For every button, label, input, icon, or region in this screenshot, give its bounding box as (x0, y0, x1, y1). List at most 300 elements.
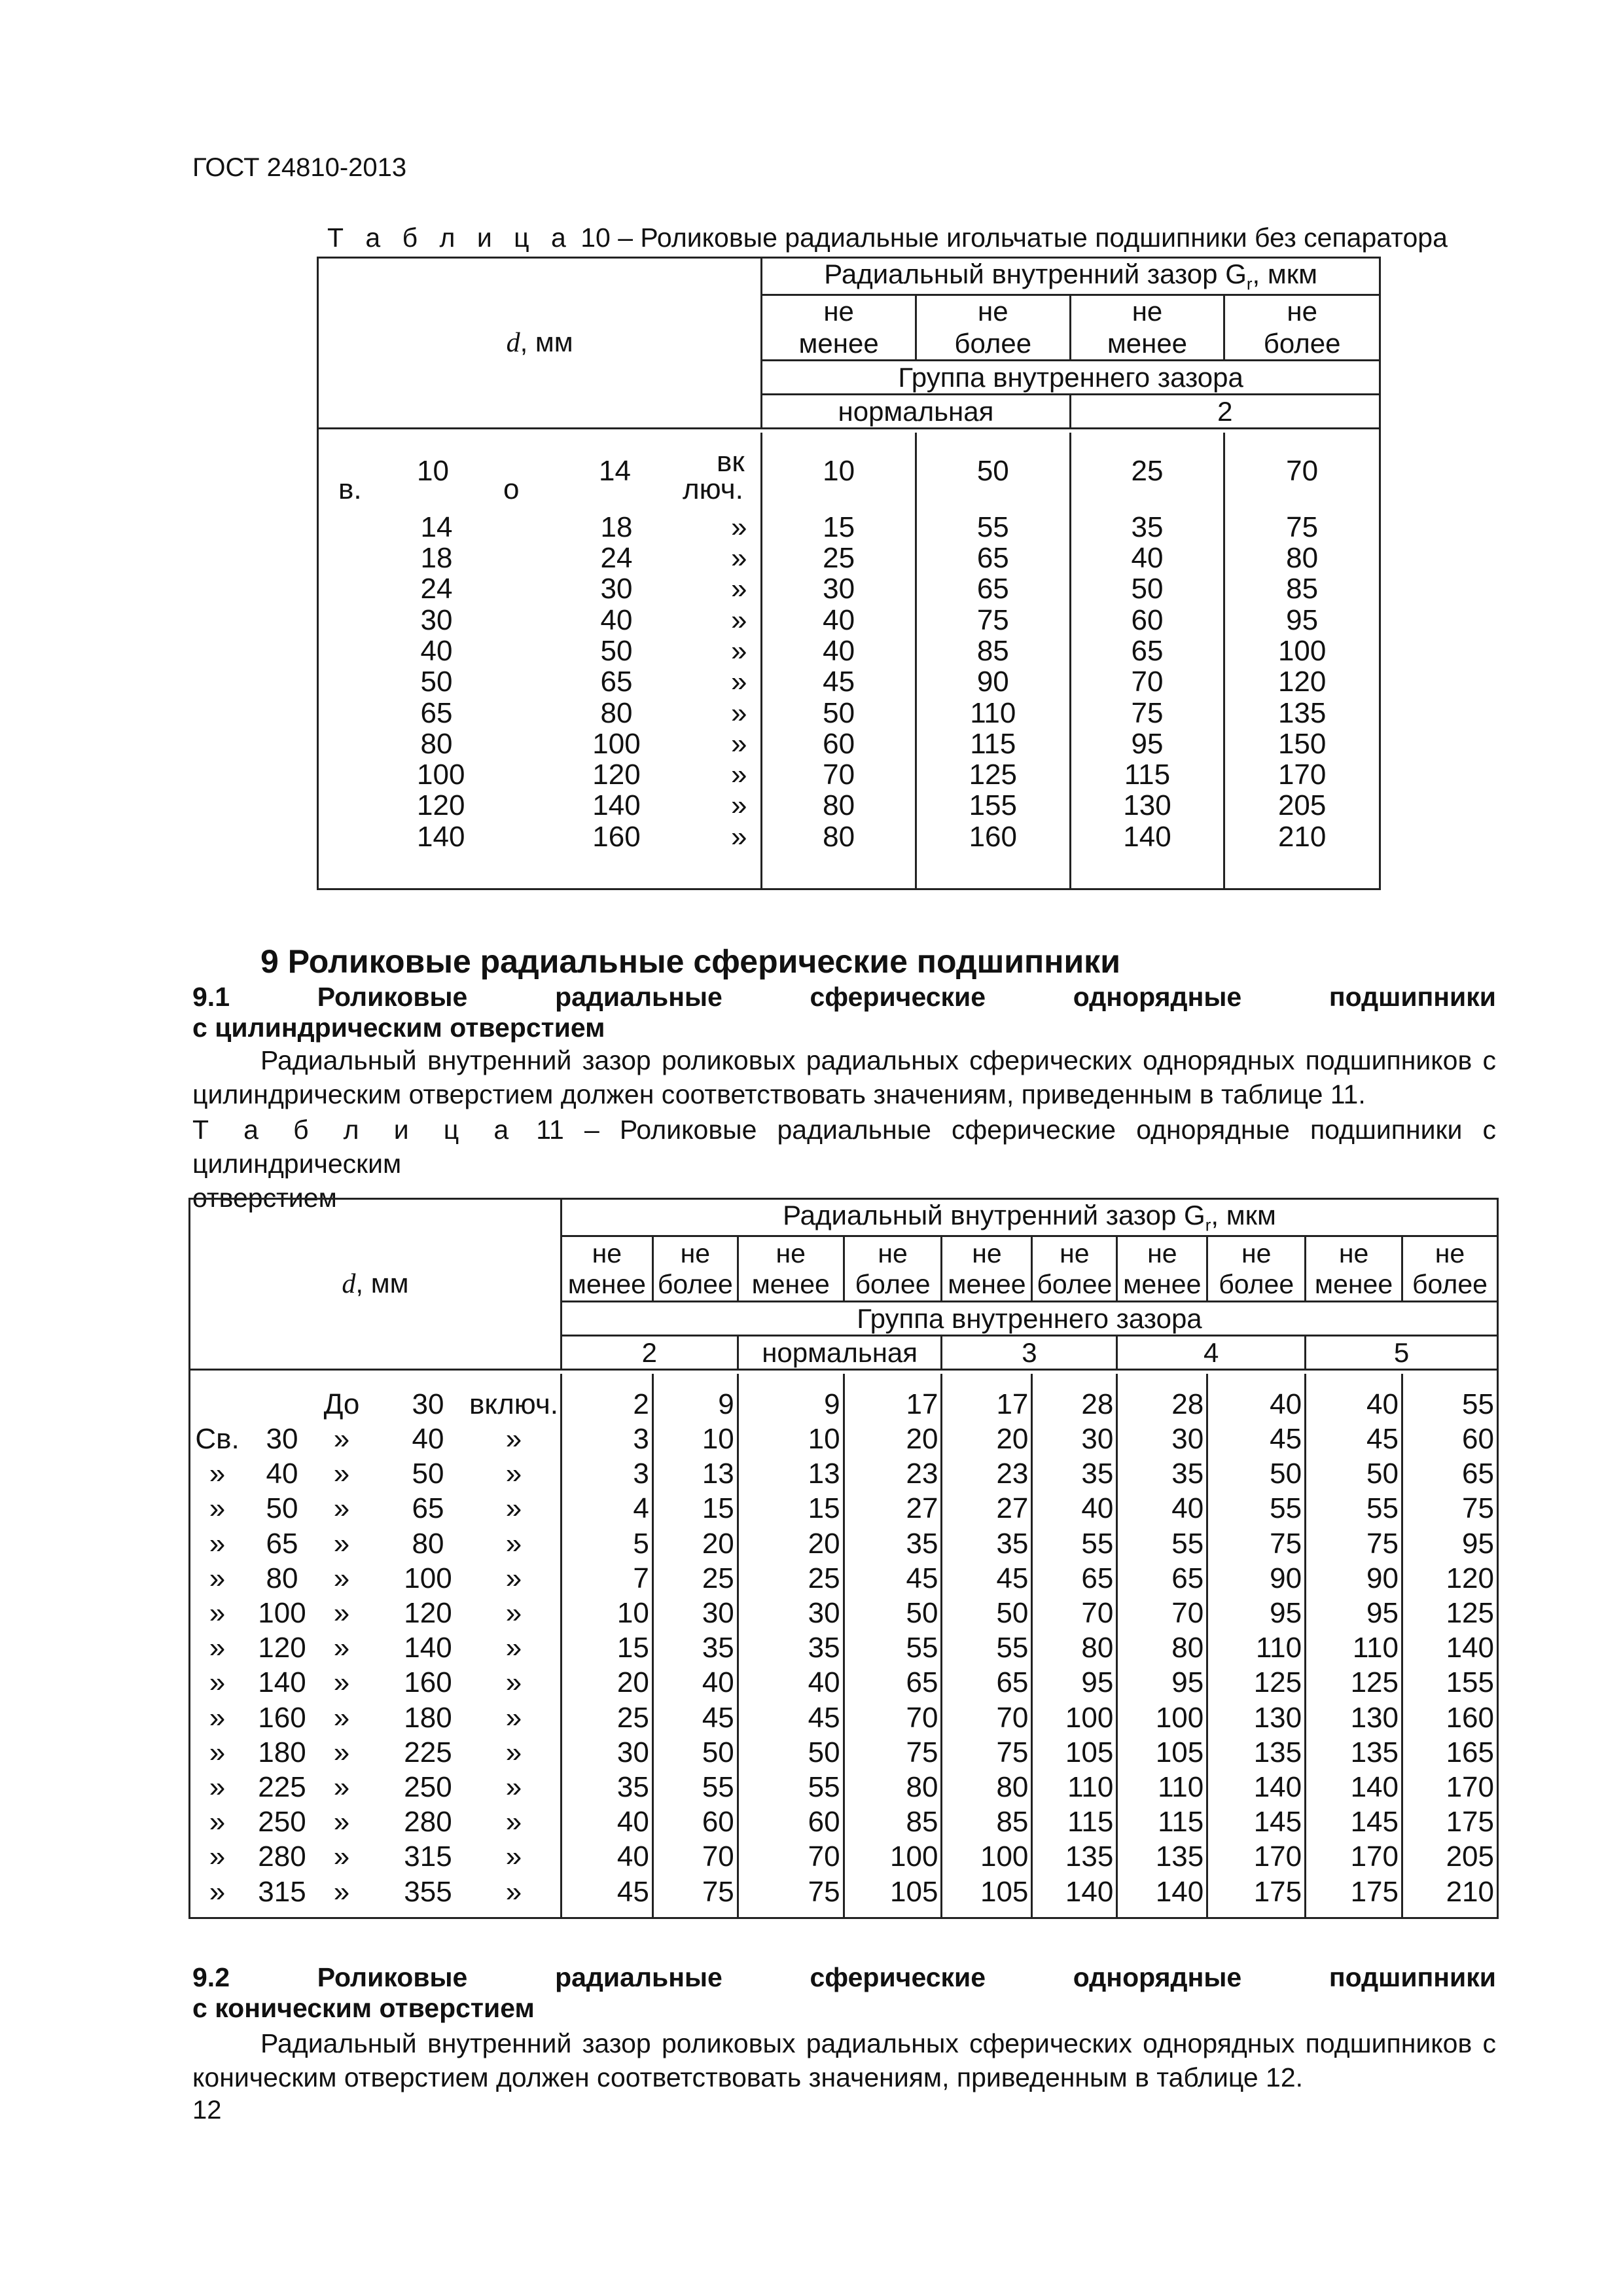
cell-value: 35 (996, 1527, 1029, 1560)
range-from: 120 (417, 789, 465, 822)
heading-word: подшипники (1329, 1962, 1496, 1992)
cell-value: 75 (1366, 1527, 1399, 1560)
cell-value: 80 (823, 820, 855, 853)
cell-value: 3 (633, 1422, 649, 1455)
cell-value: 60 (808, 1806, 840, 1839)
cell-value: 135 (1253, 1736, 1302, 1768)
cell-value: 110 (1158, 1770, 1204, 1803)
cell-value: 75 (1286, 511, 1319, 543)
table11-group-header: Группа внутреннего зазора (561, 1302, 1497, 1336)
range-incl: » (731, 573, 747, 605)
cell-value: 40 (1171, 1492, 1204, 1525)
cell-value: 45 (702, 1701, 734, 1734)
cell-value: 80 (906, 1770, 938, 1803)
range-prefix: » (209, 1458, 226, 1490)
cell-value: 50 (1131, 573, 1164, 605)
range-incl: » (731, 511, 747, 543)
range-to: 250 (404, 1770, 452, 1803)
cell-value: 45 (616, 1875, 649, 1908)
cell-value: 75 (1270, 1527, 1302, 1560)
table11-col-9 (1306, 1374, 1402, 1918)
cell-value: 20 (996, 1422, 1029, 1455)
cell-value: 170 (1253, 1840, 1302, 1873)
table11-clearance-header (561, 1199, 1497, 1236)
cell-value: 95 (1081, 1666, 1114, 1699)
cell-value: 65 (976, 542, 1009, 575)
cell-value: 20 (616, 1666, 649, 1699)
cell-value: 15 (823, 511, 855, 543)
range-qualifier: » (333, 1806, 350, 1839)
col-label: не более (916, 295, 1070, 361)
cell-value: 135 (1350, 1736, 1399, 1768)
table10-caption-text: 10 – Роликовые радиальные игольчатые подшипники без сепаратора (580, 223, 1448, 253)
cell-value: 150 (1277, 727, 1327, 760)
cell-value: 115 (1067, 1806, 1114, 1839)
page-number: 12 (192, 2096, 222, 2125)
cell-value: 115 (1124, 759, 1171, 791)
range-from: 65 (420, 696, 453, 729)
range-from: 280 (258, 1840, 306, 1873)
range-to: 100 (592, 727, 641, 760)
cell-value: 25 (616, 1701, 649, 1734)
range-incl: » (505, 1422, 522, 1455)
range-to: 40 (412, 1422, 444, 1455)
cell-value: 70 (906, 1701, 938, 1734)
cell-value: 160 (969, 820, 1017, 853)
cell-value: 7 (633, 1562, 649, 1594)
cell-value: 75 (702, 1875, 734, 1908)
table10-col-2 (916, 433, 1070, 889)
d-unit: , мм (355, 1268, 409, 1299)
heading-word: сферические (810, 1962, 986, 1992)
cell-value: 40 (616, 1806, 649, 1839)
col-label: не более (1402, 1236, 1498, 1302)
range-qualifier: » (333, 1527, 350, 1560)
heading-word: 9.2 (192, 1962, 230, 1992)
group-label: 5 (1306, 1336, 1498, 1370)
range-to: 225 (404, 1736, 452, 1768)
cell-value: 160 (1446, 1701, 1494, 1734)
group-label: нормальная (738, 1336, 942, 1370)
range-incl: » (731, 542, 747, 575)
range-qualifier: » (333, 1632, 350, 1664)
cell-value: 27 (906, 1492, 938, 1525)
table10-caption-prefix: Т а б л и ц а (327, 223, 573, 253)
clearance-subscript: r (1246, 274, 1253, 294)
cell-value: 115 (970, 727, 1016, 760)
heading-word: Роликовые (317, 1962, 468, 1992)
range-to: 315 (404, 1840, 452, 1873)
group-label: 2 (561, 1336, 738, 1370)
cell-value: 10 (616, 1596, 649, 1629)
table-10 (317, 257, 1381, 890)
cell-value: 75 (1131, 696, 1164, 729)
range-qualifier: » (333, 1492, 350, 1525)
cell-value: 50 (823, 696, 855, 729)
cell-value: 30 (1171, 1422, 1204, 1455)
cell-value: 28 (1081, 1388, 1114, 1420)
range-to: 180 (404, 1701, 452, 1734)
range-from: 315 (258, 1875, 306, 1908)
range-qualifier: » (333, 1458, 350, 1490)
table10-col-1 (762, 433, 916, 889)
cell-value: 95 (1462, 1527, 1494, 1560)
range-incl: » (505, 1458, 522, 1490)
cell-value: 85 (906, 1806, 938, 1839)
cell-value: 80 (996, 1770, 1029, 1803)
range-prefix: » (209, 1806, 226, 1839)
cell-value: 45 (1366, 1422, 1399, 1455)
range-from: 140 (258, 1666, 306, 1699)
table11-col-7 (1117, 1374, 1207, 1918)
range-to: 30 (600, 573, 633, 605)
cell-value: 65 (1171, 1562, 1204, 1594)
range-qualifier: До (323, 1388, 360, 1420)
table11-col-4 (844, 1374, 942, 1918)
range-from: 40 (266, 1458, 298, 1490)
range-prefix: » (209, 1666, 226, 1699)
cell-value: 70 (1286, 454, 1319, 487)
cell-value: 35 (906, 1527, 938, 1560)
cell-value: 55 (1270, 1492, 1302, 1525)
range-qualifier: » (333, 1562, 350, 1594)
cell-value: 175 (1253, 1875, 1302, 1908)
range-from: 24 (420, 573, 453, 605)
cell-value: 13 (808, 1458, 840, 1490)
cell-value: 55 (906, 1632, 938, 1664)
range-from: 100 (417, 759, 465, 791)
d-symbol: d (342, 1269, 356, 1300)
cell-value: 100 (1065, 1701, 1114, 1734)
cell-value: 130 (1350, 1701, 1399, 1734)
cell-value: 90 (976, 666, 1009, 698)
heading-word: радиальные (555, 982, 722, 1012)
cell-value: 175 (1446, 1806, 1494, 1839)
cell-value: 65 (976, 573, 1009, 605)
cell-value: 210 (1277, 820, 1327, 853)
col-label: не более (652, 1236, 738, 1302)
cell-value: 35 (808, 1632, 840, 1664)
cell-value: 110 (1067, 1770, 1114, 1803)
range-incl-bottom: люч. (683, 473, 743, 505)
cell-value: 145 (1350, 1806, 1399, 1839)
cell-value: 80 (1286, 542, 1319, 575)
cell-value: 30 (808, 1596, 840, 1629)
clearance-subscript: r (1205, 1215, 1211, 1235)
range-to: 100 (404, 1562, 452, 1594)
table11-caption-line1 (192, 1113, 1496, 1181)
cell-value: 55 (1462, 1388, 1494, 1420)
cell-value: 45 (906, 1562, 938, 1594)
cell-value: 15 (702, 1492, 734, 1525)
range-to: 50 (600, 634, 633, 667)
cell-value: 110 (1255, 1632, 1302, 1664)
cell-value: 135 (1065, 1840, 1114, 1873)
col-label: не более (1224, 295, 1380, 361)
range-incl: » (731, 666, 747, 698)
cell-value: 140 (1350, 1770, 1399, 1803)
range-to: 65 (600, 666, 633, 698)
table10-d-header (318, 258, 762, 429)
range-from: 10 (417, 454, 449, 487)
document-code: ГОСТ 24810-2013 (192, 153, 407, 182)
cell-value: 140 (1123, 820, 1171, 853)
cell-value: 105 (1065, 1736, 1114, 1768)
range-prefix: » (209, 1701, 226, 1734)
range-from: 14 (420, 511, 453, 543)
range-to: 120 (404, 1596, 452, 1629)
heading-word: Роликовые (317, 982, 468, 1012)
range-from: 80 (420, 727, 453, 760)
heading-word: радиальные (555, 1962, 722, 1992)
range-to: 140 (404, 1632, 452, 1664)
cell-value: 13 (702, 1458, 734, 1490)
cell-value: 30 (1081, 1422, 1114, 1455)
cell-value: 125 (969, 759, 1017, 791)
table11-col-6 (1032, 1374, 1117, 1918)
range-from: 140 (417, 820, 465, 853)
range-to: 160 (592, 820, 641, 853)
range-to: 14 (599, 454, 631, 487)
cell-value: 110 (1352, 1632, 1399, 1664)
range-to: 280 (404, 1806, 452, 1839)
cell-value: 135 (1155, 1840, 1204, 1873)
range-incl: » (731, 759, 747, 791)
range-incl: » (505, 1875, 522, 1908)
cell-value: 65 (1462, 1458, 1494, 1490)
heading-word: подшипники (1329, 982, 1496, 1012)
table11-caption-prefix: Т а б л и ц а (192, 1115, 516, 1145)
range-from: 65 (266, 1527, 298, 1560)
cell-value: 90 (1270, 1562, 1302, 1594)
cell-value: 55 (702, 1770, 734, 1803)
cell-value: 175 (1350, 1875, 1399, 1908)
section-9-2-heading-line1 (192, 1962, 1496, 1993)
cell-value: 100 (1155, 1701, 1204, 1734)
col-label: не менее (942, 1236, 1032, 1302)
cell-value: 40 (823, 603, 855, 636)
cell-value: 30 (702, 1596, 734, 1629)
cell-value: 60 (1462, 1422, 1494, 1455)
range-incl: » (505, 1666, 522, 1699)
section-9-2-text: Радиальный внутренний зазор роликовых радиальных сферических однорядных подшипников с коническим отверстием должен соответствовать значениям, приведенным в таблице 12. (192, 2028, 1496, 2092)
cell-value: 55 (808, 1770, 840, 1803)
heading-word: 9.1 (192, 982, 230, 1012)
cell-value: 75 (1462, 1492, 1494, 1525)
cell-value: 50 (1366, 1458, 1399, 1490)
cell-value: 85 (976, 634, 1009, 667)
cell-value: 170 (1277, 759, 1327, 791)
clearance-title: Радиальный внутренний зазор G (824, 259, 1247, 289)
cell-value: 20 (808, 1527, 840, 1560)
range-incl: » (731, 603, 747, 636)
cell-value: 90 (1366, 1562, 1399, 1594)
cell-value: 23 (906, 1458, 938, 1490)
table10-group-header: Группа внутреннего зазора (762, 361, 1380, 395)
range-prefix: » (209, 1596, 226, 1629)
range-incl: » (731, 789, 747, 822)
table10-clearance-header (762, 258, 1380, 295)
cell-value: 65 (996, 1666, 1029, 1699)
cell-value: 35 (616, 1770, 649, 1803)
table11-col-1 (561, 1374, 652, 1918)
col-label: не менее (1117, 1236, 1207, 1302)
range-to: 24 (600, 542, 633, 575)
range-from: 160 (258, 1701, 306, 1734)
cell-value: 25 (1131, 454, 1164, 487)
range-incl: » (731, 634, 747, 667)
cell-value: 30 (616, 1736, 649, 1768)
table11-col-5 (942, 1374, 1032, 1918)
cell-value: 140 (1253, 1770, 1302, 1803)
range-incl: » (505, 1770, 522, 1803)
range-qualifier: » (333, 1596, 350, 1629)
table11-col-10 (1402, 1374, 1498, 1918)
cell-value: 3 (633, 1458, 649, 1490)
range-qualifier: » (333, 1770, 350, 1803)
heading-word: однорядные (1073, 1962, 1242, 1992)
group-label: нормальная (762, 395, 1070, 429)
section-9-1-heading-line2: с цилиндрическим отверстием (192, 1013, 605, 1043)
cell-value: 55 (996, 1632, 1029, 1664)
range-to: 355 (404, 1875, 452, 1908)
cell-value: 125 (1350, 1666, 1399, 1699)
range-to: 120 (592, 759, 641, 791)
cell-value: 60 (1131, 603, 1164, 636)
col-label: не менее (762, 295, 916, 361)
range-to: 18 (600, 511, 633, 543)
range-incl: » (505, 1840, 522, 1873)
cell-value: 140 (1155, 1875, 1204, 1908)
cell-value: 55 (1171, 1527, 1204, 1560)
col-label: не более (1032, 1236, 1117, 1302)
cell-value: 70 (1171, 1596, 1204, 1629)
cell-value: 95 (1366, 1596, 1399, 1629)
cell-value: 85 (996, 1806, 1029, 1839)
cell-value: 105 (890, 1875, 938, 1908)
cell-value: 130 (1253, 1701, 1302, 1734)
table11-col-8 (1207, 1374, 1306, 1918)
heading-word: сферические (810, 982, 986, 1012)
cell-value: 70 (702, 1840, 734, 1873)
cell-value: 17 (996, 1388, 1029, 1420)
range-from: 40 (420, 634, 453, 667)
cell-value: 105 (1155, 1736, 1204, 1768)
cell-value: 205 (1277, 789, 1327, 822)
range-incl: » (731, 727, 747, 760)
cell-value: 60 (823, 727, 855, 760)
cell-value: 65 (906, 1666, 938, 1699)
range-prefix: » (209, 1527, 226, 1560)
cell-value: 55 (976, 511, 1009, 543)
cell-value: 50 (808, 1736, 840, 1768)
cell-value: 170 (1446, 1770, 1494, 1803)
cell-value: 75 (906, 1736, 938, 1768)
range-prefix: » (209, 1562, 226, 1594)
cell-value: 205 (1446, 1840, 1494, 1873)
range-prefix: » (209, 1840, 226, 1873)
table11-col-3 (738, 1374, 844, 1918)
range-qualifier: » (333, 1840, 350, 1873)
cell-value: 4 (633, 1492, 649, 1525)
cell-value: 17 (906, 1388, 938, 1420)
range-qualifier: » (333, 1422, 350, 1455)
table10-caption (327, 223, 1448, 253)
range-from: 120 (258, 1632, 306, 1664)
range-qualifier: » (333, 1666, 350, 1699)
col-label: не менее (1306, 1236, 1402, 1302)
cell-value: 165 (1446, 1736, 1494, 1768)
cell-value: 135 (1277, 696, 1327, 729)
table11-caption-text: 11 – Роликовые радиальные сферические однорядные подшипники с цилиндрическим (192, 1115, 1496, 1179)
col-label: не менее (561, 1236, 652, 1302)
cell-value: 210 (1446, 1875, 1494, 1908)
range-qualifier: » (333, 1736, 350, 1768)
cell-value: 25 (823, 542, 855, 575)
range-incl: » (731, 696, 747, 729)
cell-value: 105 (980, 1875, 1029, 1908)
heading-word: однорядные (1073, 982, 1242, 1012)
cell-value: 65 (1131, 634, 1164, 667)
cell-value: 25 (702, 1562, 734, 1594)
range-from: 50 (266, 1492, 298, 1525)
range-from: 180 (258, 1736, 306, 1768)
cell-value: 55 (1081, 1527, 1114, 1560)
cell-value: 50 (976, 454, 1009, 487)
d-symbol: d (506, 328, 520, 359)
cell-value: 25 (808, 1562, 840, 1594)
section-9-1-heading-line1 (192, 982, 1496, 1013)
range-from: 18 (420, 542, 453, 575)
cell-value: 140 (1065, 1875, 1114, 1908)
range-from: 250 (258, 1806, 306, 1839)
cell-value: 9 (824, 1388, 840, 1420)
cell-value: 40 (702, 1666, 734, 1699)
cell-value: 5 (633, 1527, 649, 1560)
table11-d-column (190, 1374, 562, 1918)
col-label: не более (1207, 1236, 1306, 1302)
cell-value: 120 (1277, 666, 1327, 698)
cell-value: 40 (823, 634, 855, 667)
range-to: 50 (412, 1458, 444, 1490)
cell-value: 110 (970, 696, 1016, 729)
cell-value: 27 (996, 1492, 1029, 1525)
cell-value: 95 (1131, 727, 1164, 760)
cell-value: 60 (702, 1806, 734, 1839)
cell-value: 40 (616, 1840, 649, 1873)
cell-value: 95 (1286, 603, 1319, 636)
range-incl: » (505, 1806, 522, 1839)
cell-value: 9 (718, 1388, 734, 1420)
table10-col-4 (1224, 433, 1380, 889)
range-incl: » (505, 1492, 522, 1525)
section-9-2-heading-line2: с коническим отверстием (192, 1993, 535, 2023)
cell-value: 75 (976, 603, 1009, 636)
cell-value: 40 (808, 1666, 840, 1699)
cell-value: 75 (808, 1875, 840, 1908)
range-prefix: в. (338, 473, 362, 505)
cell-value: 70 (808, 1840, 840, 1873)
range-prefix: » (209, 1492, 226, 1525)
range-to: 80 (412, 1527, 444, 1560)
range-prefix: » (209, 1875, 226, 1908)
d-unit: , мм (520, 327, 573, 358)
group-label: 2 (1070, 395, 1380, 429)
cell-value: 70 (823, 759, 855, 791)
cell-value: 20 (702, 1527, 734, 1560)
clearance-unit: , мкм (1252, 259, 1318, 289)
cell-value: 45 (996, 1562, 1029, 1594)
